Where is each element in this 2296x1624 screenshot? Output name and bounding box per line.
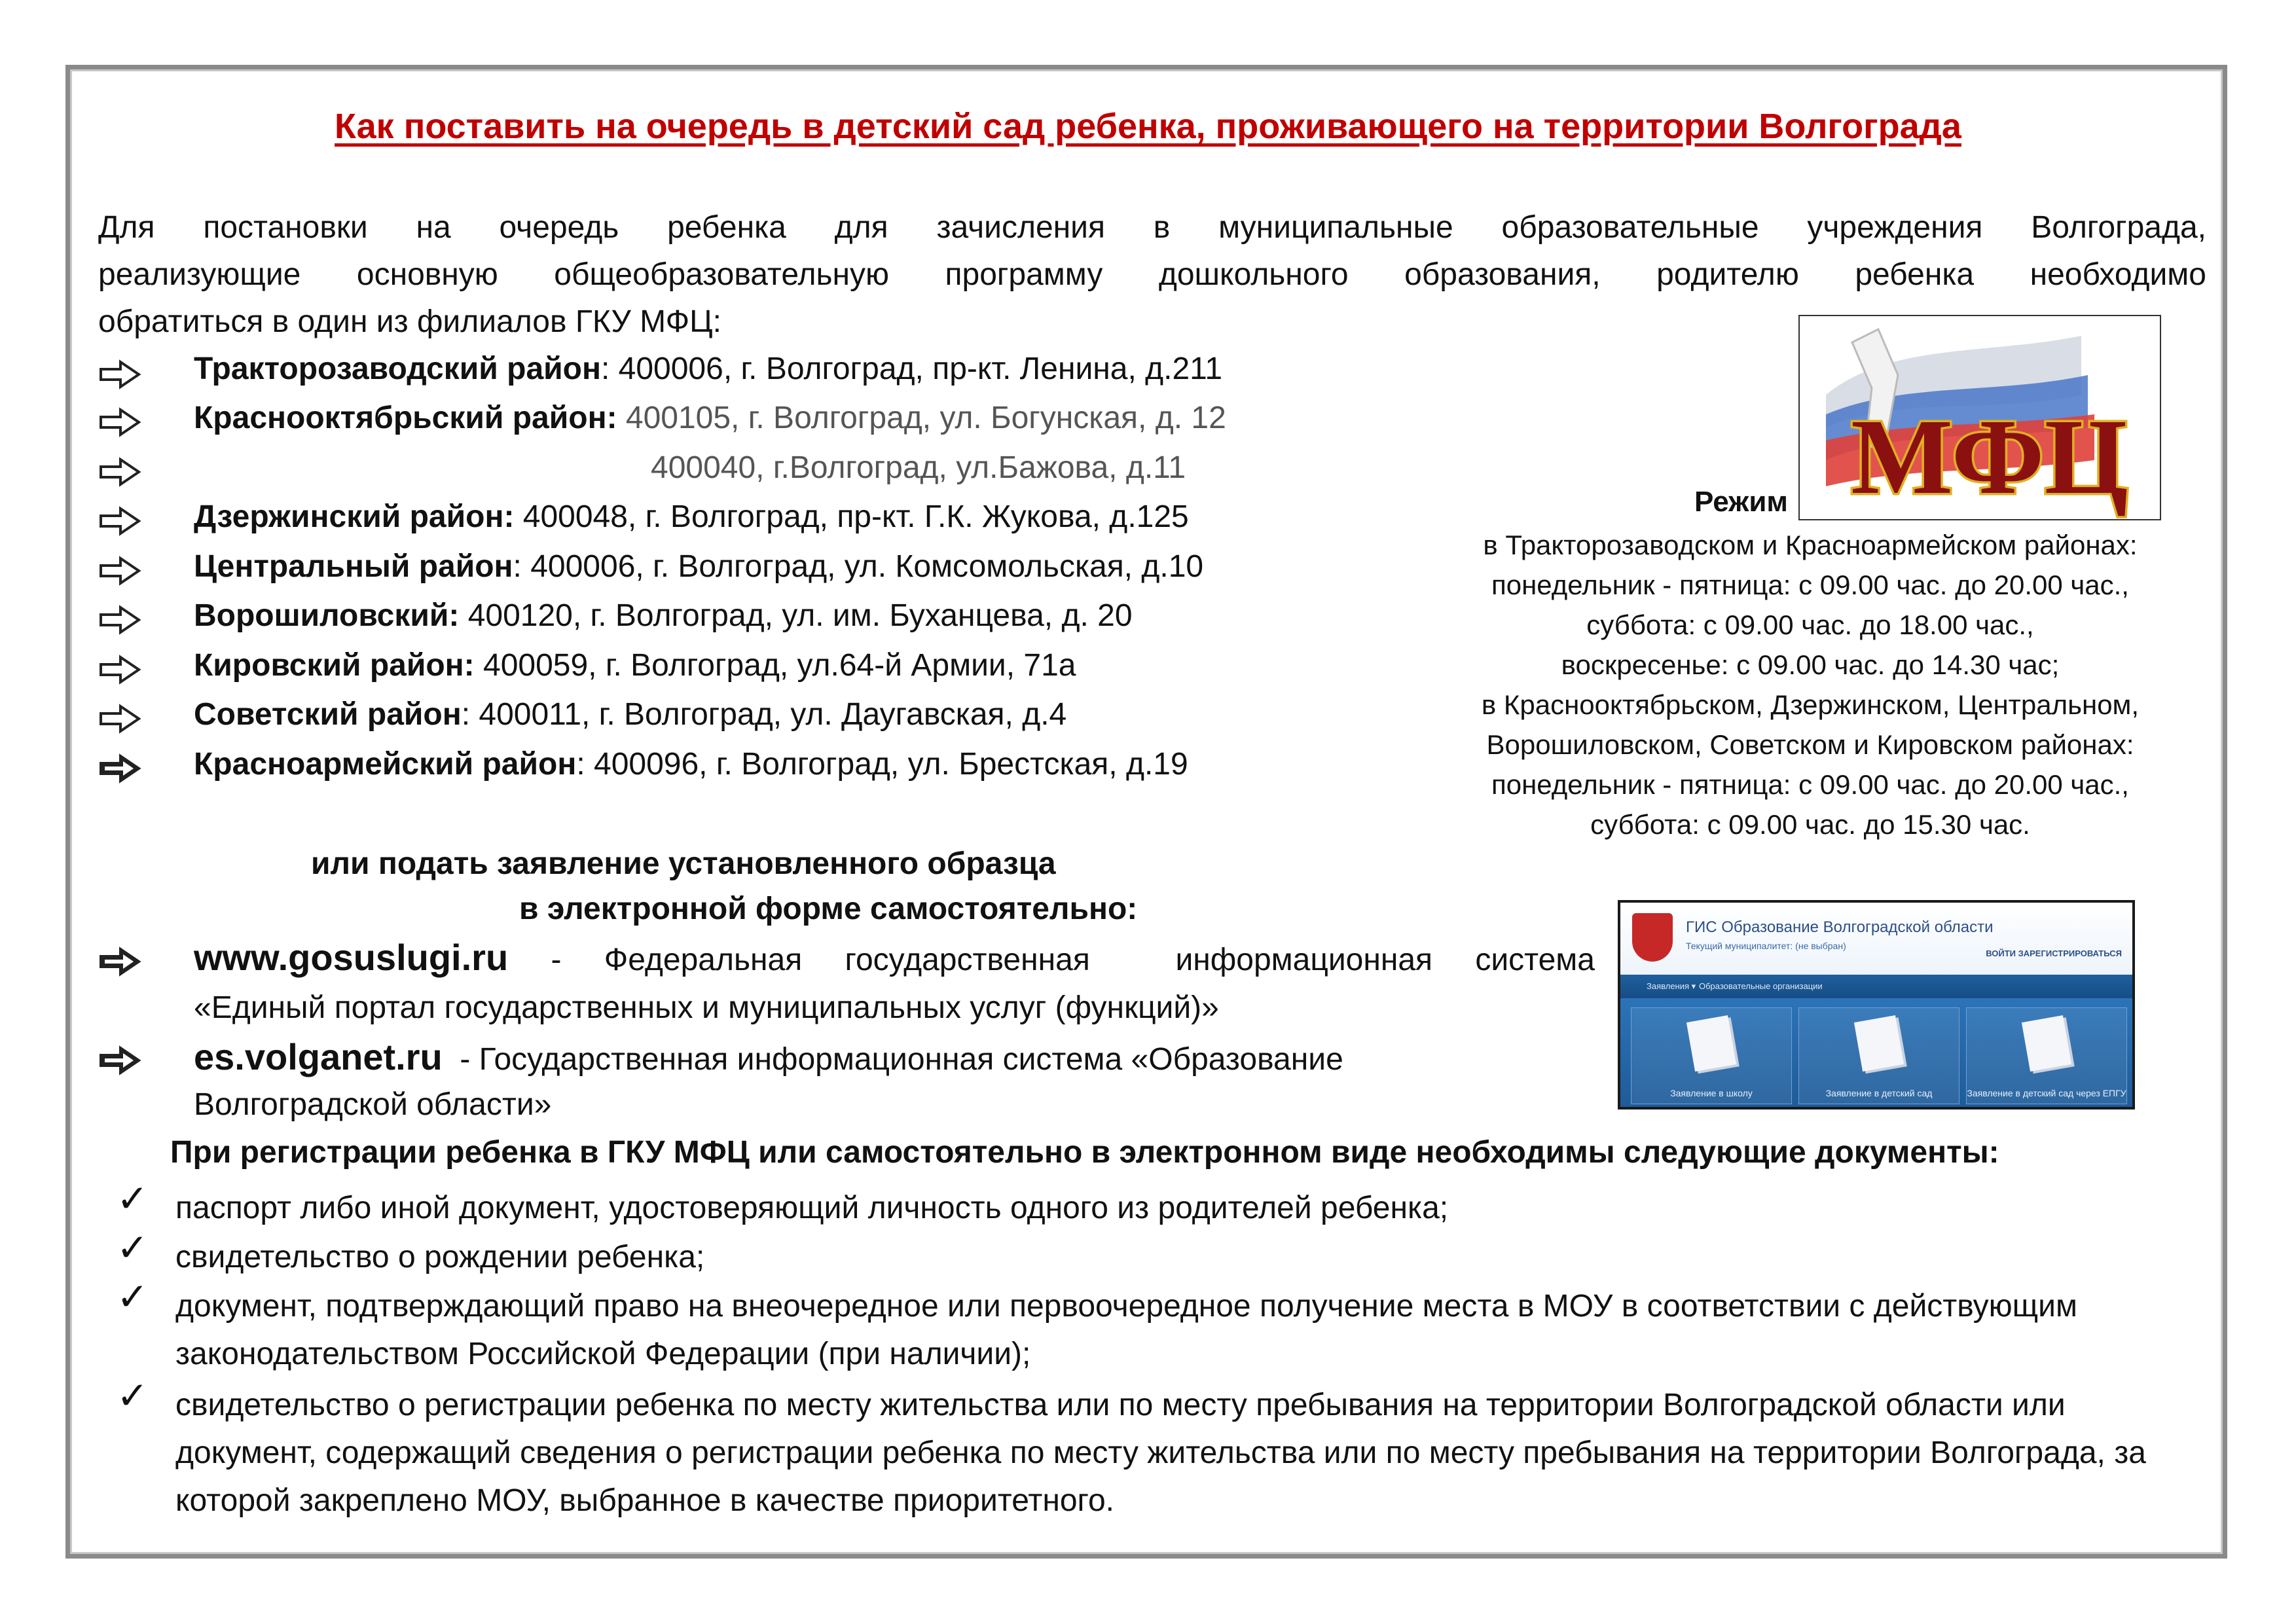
branch-separator: : — [576, 747, 585, 782]
arrow-icon — [98, 406, 144, 439]
branch-address: 400048, г. Волгоград, пр-кт. Г.К. Жукова, д.125 — [514, 499, 1189, 534]
mfc-logo — [1798, 315, 2161, 520]
schedule-line: суббота: с 09.00 час. до 18.00 час., — [1586, 609, 2034, 640]
branch-district: Кировский район: — [194, 648, 475, 683]
branch-item — [194, 549, 1203, 585]
arrow-icon — [98, 505, 144, 537]
branch-district: Дзержинский район: — [194, 499, 515, 534]
portal-card[interactable] — [1798, 1007, 1959, 1104]
portal-card[interactable] — [1631, 1007, 1792, 1104]
mfc-logo-text: МФЦ — [1851, 397, 2128, 516]
portal-nav — [1620, 975, 2132, 998]
website-item — [194, 1036, 1343, 1078]
portal-screenshot — [1618, 900, 2135, 1110]
intro-line-2: реализующие основную общеобразовательную программу дошкольного образования, родителю ребенка необходимо — [98, 257, 2206, 292]
checkmark-icon: ✓ — [117, 1178, 149, 1220]
branch-address: 400006, г. Волгоград, ул. Комсомольская, д.10 — [521, 549, 1204, 584]
arrow-icon — [98, 604, 144, 636]
checkmark-icon: ✓ — [117, 1375, 149, 1417]
website-description-cont: «Единый портал государственных и муниципальных услуг (функций)» — [194, 990, 1219, 1025]
mfc-logo-graphic — [1800, 316, 2160, 519]
branch-address: 400105, г. Волгоград, ул. Богунская, д. 12 — [617, 401, 1226, 435]
branch-item — [194, 746, 1188, 782]
intro-line-1: Для постановки на очередь ребенка для зачисления в муниципальные образовательные учреждения Волгограда, — [98, 210, 2206, 245]
branch-district: Тракторозаводский район — [194, 352, 601, 386]
portal-body — [1620, 998, 2132, 1110]
portal-card-label: Заявление в детский сад — [1825, 1088, 1933, 1098]
branch-address: 400011, г. Волгоград, ул. Даугавская, д.4 — [470, 697, 1067, 732]
branch-item — [194, 499, 1189, 535]
portal-card-label: Заявление в школу — [1670, 1088, 1753, 1098]
online-heading-line-1: или подать заявление установленного образца — [311, 846, 1056, 881]
portal-nav-item[interactable]: Образовательные организации — [1699, 981, 1823, 991]
document-item: свидетельство о рождении ребенка; — [175, 1240, 705, 1274]
arrow-icon — [98, 358, 144, 391]
branch-district: Красноармейский район — [194, 747, 577, 782]
schedule-line: понедельник - пятница: с 09.00 час. до 20.00 час., — [1491, 769, 2129, 800]
checkmark-icon: ✓ — [117, 1227, 149, 1269]
branch-district: Ворошиловский: — [194, 598, 460, 633]
schedule-block — [1417, 525, 2203, 844]
arrow-icon — [98, 945, 144, 978]
branch-item — [194, 598, 1133, 634]
intro-line-3: обратиться в один из филиалов ГКУ МФЦ: — [98, 304, 721, 339]
document-icon — [1854, 1015, 1904, 1072]
online-heading-line-2: в электронной форме самостоятельно: — [519, 892, 1138, 926]
schedule-line: воскресенье: с 09.00 час. до 14.30 час; — [1561, 649, 2060, 680]
schedule-line: понедельник - пятница: с 09.00 час. до 20.00 час., — [1491, 569, 2129, 600]
branch-district: Центральный район — [194, 549, 513, 584]
branch-address: 400006, г. Волгоград, пр-кт. Ленина, д.211 — [610, 352, 1223, 386]
schedule-line: в Краснооктябрьском, Дзержинском, Центральном, — [1481, 689, 2140, 720]
arrow-icon — [98, 554, 144, 587]
page-title: Как поставить на очередь в детский сад ребенка, проживающего на территории Волгограда — [335, 107, 1961, 146]
schedule-line: в Тракторозаводском и Красноармейском районах: — [1483, 530, 2138, 560]
branch-address: 400059, г. Волгоград, ул.64-й Армии, 71а — [474, 648, 1076, 683]
branch-address: 400096, г. Волгоград, ул. Брестская, д.19 — [585, 747, 1188, 782]
branch-separator: : — [600, 352, 610, 386]
arrow-icon — [98, 1044, 144, 1077]
schedule-line: Ворошиловском, Советском и Кировском районах: — [1486, 729, 2134, 760]
branch-item — [194, 647, 1076, 683]
branch-item — [194, 351, 1222, 387]
checkmark-icon: ✓ — [117, 1276, 149, 1318]
portal-nav-item[interactable]: Заявления ▾ — [1647, 981, 1696, 991]
portal-subtitle: Текущий муниципалитет: (не выбран) — [1686, 941, 1846, 951]
branch-item — [651, 450, 1186, 486]
website-description-cont: Волгоградской области» — [194, 1087, 552, 1122]
website-description: - Федеральная государственная информационная система — [508, 943, 1595, 977]
branch-item — [194, 400, 1226, 436]
branch-address: 400120, г. Волгоград, ул. им. Буханцева, д. 20 — [459, 598, 1133, 633]
document-item: свидетельство о регистрации ребенка по месту жительства или по месту пребывания на территории Волгоградской области или документ, содержащий сведения о регистрации ребенка по месту жительства или по месту пребывания на территории Волгограда, за которой закреплено МОУ, выбранное в качестве приоритетного. — [175, 1388, 2146, 1518]
website-description: - Государственная информационная система «Образование — [442, 1042, 1343, 1077]
document-item: паспорт либо иной документ, удостоверяющий личность одного из родителей ребенка; — [175, 1191, 1449, 1225]
coat-of-arms-icon — [1632, 913, 1673, 962]
documents-heading: При регистрации ребенка в ГКУ МФЦ или самостоятельно в электронном виде необходимы следующие документы: — [170, 1135, 1999, 1170]
website-item — [194, 936, 1595, 979]
document-item: документ, подтверждающий право на внеочередное или первоочередное получение места в МОУ в соответствии с действующим законодательством Российской Федерации (при наличии); — [175, 1289, 2077, 1371]
branch-item — [194, 696, 1066, 732]
document-icon — [2022, 1015, 2071, 1072]
schedule-line: суббота: с 09.00 час. до 15.30 час. — [1590, 809, 2030, 840]
branch-separator: : — [461, 697, 471, 732]
portal-site-title: ГИС Образование Волгоградской области — [1686, 918, 1994, 936]
document-icon — [1686, 1015, 1736, 1072]
arrow-icon — [98, 752, 144, 785]
portal-header — [1620, 903, 2132, 975]
schedule-title: Режим — [1694, 486, 1788, 518]
arrow-icon — [98, 653, 144, 686]
branch-address: 400040, г.Волгоград, ул.Бажова, д.11 — [651, 450, 1186, 485]
branch-district: Краснооктябрьский район: — [194, 401, 617, 435]
arrow-icon — [98, 702, 144, 735]
branch-district: Советский район — [194, 697, 462, 732]
portal-login-link[interactable]: ВОЙТИ ЗАРЕГИСТРИРОВАТЬСЯ — [1986, 948, 2122, 958]
portal-card-label: Заявление в детский сад через ЕПГУ — [1967, 1088, 2126, 1098]
gosuslugi-link[interactable]: www.gosuslugi.ru — [194, 937, 509, 978]
branch-separator: : — [513, 549, 522, 584]
portal-card[interactable] — [1966, 1007, 2127, 1104]
arrow-icon — [98, 456, 144, 488]
volganet-link[interactable]: es.volganet.ru — [194, 1036, 443, 1077]
